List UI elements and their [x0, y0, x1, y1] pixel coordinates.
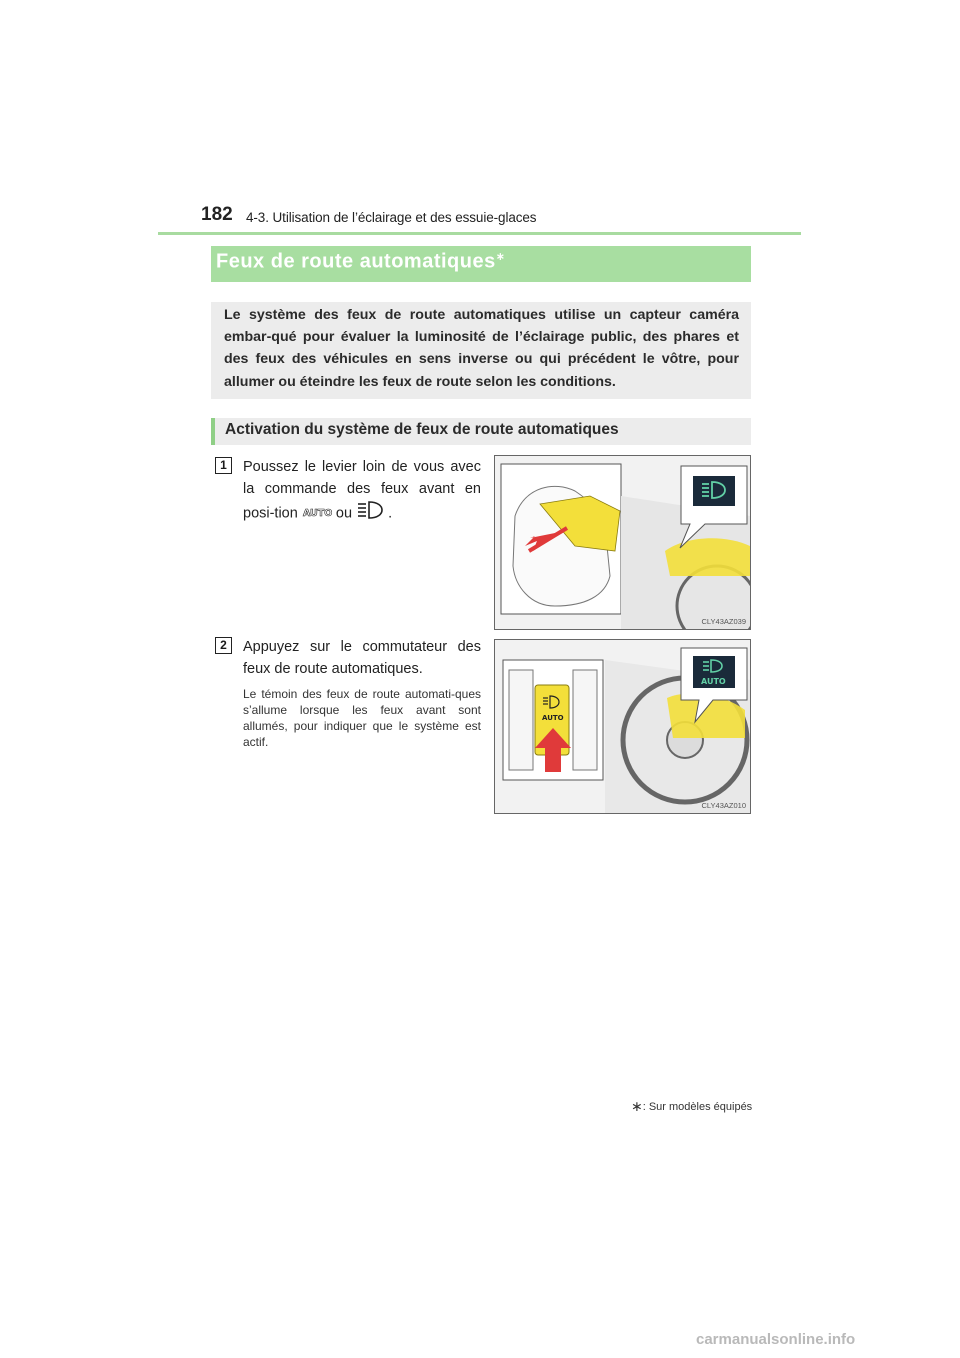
auto-position-icon — [302, 503, 332, 525]
header-rule — [158, 232, 801, 235]
step-1-text — [243, 456, 481, 527]
footnote-marker: ∗ — [631, 1098, 643, 1114]
step-number-1: 1 — [215, 457, 232, 474]
step-1-end: . — [388, 505, 393, 522]
section-reference: 4-3. Utilisation de l’éclairage et des essuie-glaces — [246, 210, 537, 225]
indicator-auto-label: AUTO — [701, 677, 726, 686]
step-number-2: 2 — [215, 637, 232, 654]
figure-code-1: CLY43AZ039 — [701, 617, 746, 626]
footnote — [631, 1098, 752, 1115]
illustration-lever — [494, 455, 751, 630]
footnote-text: : Sur modèles équipés — [642, 1101, 753, 1113]
page-number: 182 — [201, 204, 233, 225]
subheading-bar — [211, 418, 751, 445]
illustration-switch — [494, 639, 751, 814]
auto-position-label: AUTO — [302, 507, 332, 518]
title-marker: ∗ — [495, 251, 506, 263]
subheading-text: Activation du système de feux de route automatiques — [225, 421, 619, 438]
watermark: carmanualsonline.info — [696, 1331, 856, 1348]
switch-button-label: AUTO — [542, 714, 564, 722]
headlight-icon — [356, 500, 384, 527]
switch-illustration-drawing — [495, 640, 750, 813]
step-1-text-main: Poussez le levier loin de vous avec la commande des feux avant en posi-tion — [243, 459, 481, 522]
step-2-text: Appuyez sur le commutateur des feux de route automatiques. — [243, 639, 481, 677]
page-title — [216, 250, 505, 274]
page-title-text: Feux de route automatiques — [216, 250, 496, 273]
step-1-or: ou — [335, 505, 353, 522]
lever-illustration-drawing — [495, 456, 750, 629]
intro-box — [211, 302, 751, 399]
step-2-note: Le témoin des feux de route automati-ques s’allume lorsque les feux avant sont allumés, pour indiquer que le système est actif. — [243, 687, 481, 749]
intro-text: Le système des feux de route automatiques utilise un capteur caméra embar-qué pour évaluer la luminosité de l’éclairage public, des phares et des feux des véhicules en sens inverse ou qui précédent le vôtre, pour allumer ou éteindre les feux de route selon les conditions. — [224, 307, 739, 390]
figure-code-2: CLY43AZ010 — [701, 801, 746, 810]
title-band — [211, 246, 751, 282]
